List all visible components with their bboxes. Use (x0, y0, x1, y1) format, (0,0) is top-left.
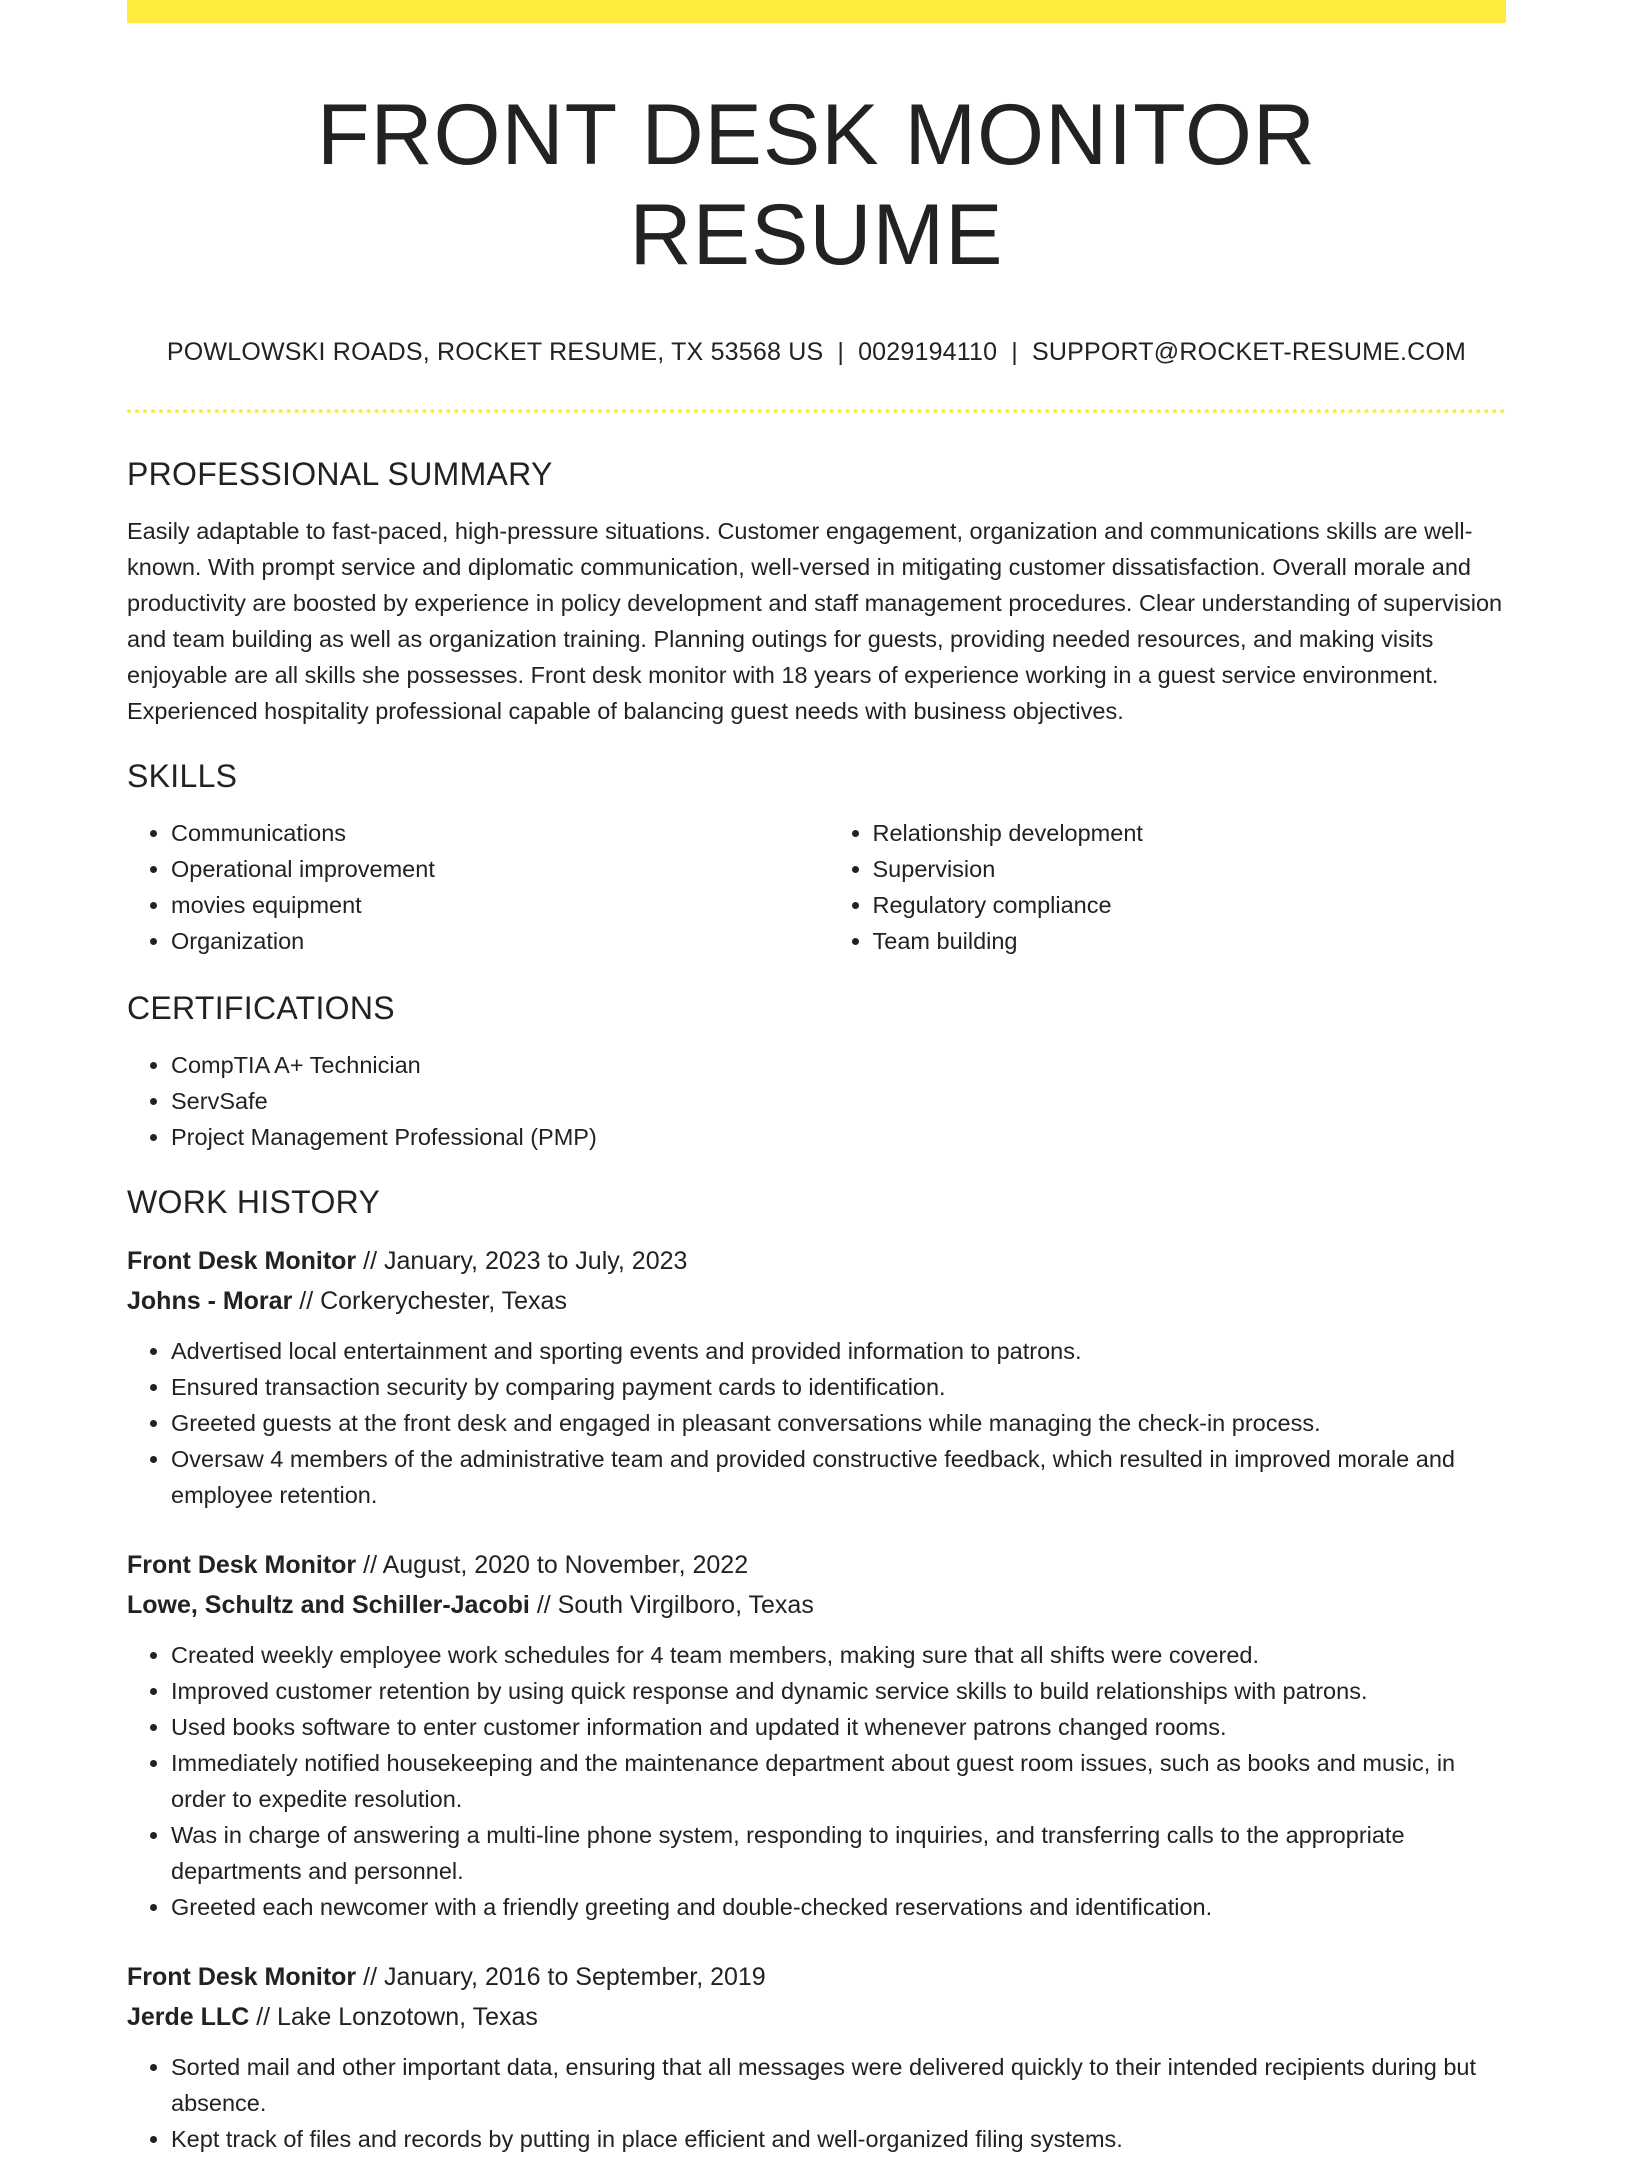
resume-page (127, 0, 1506, 2157)
job-bullet: • Kept track of files and records by putting in place efficient and well-organized filing systems. (171, 2121, 1506, 2157)
certification-item: • CompTIA A+ Technician (171, 1047, 1506, 1083)
job-bullets (127, 2049, 1506, 2157)
summary-text: Easily adaptable to fast-paced, high-pressure situations. Customer engagement, organization and communications skills are well-known. With prompt service and diplomatic communication, well-versed in mitigating customer dissatisfaction. Overall morale and productivity are boosted by experience in policy development and staff management procedures. Clear understanding of supervision and team building as well as organization training. Planning outings for guests, providing needed resources, and making visits enjoyable are all skills she possesses. Front desk monitor with 18 years of experience working in a guest service environment. Experienced hospitality professional capable of balancing guest needs with business objectives. (127, 518, 1503, 724)
certifications-heading: CERTIFICATIONS (127, 990, 395, 1026)
job-entry (127, 1957, 1506, 2157)
job-dates: // January, 2016 to September, 2019 (363, 1963, 766, 1991)
resume-title: FRONT DESK MONITOR RESUME (316, 87, 1317, 283)
job-bullet: • Improved customer retention by using quick response and dynamic service skills to build relationships with patrons. (171, 1673, 1506, 1709)
job-title: Front Desk Monitor (127, 1247, 357, 1275)
job-company: Johns - Morar (127, 1287, 293, 1315)
job-bullet: • Created weekly employee work schedules for 4 team members, making sure that all shifts were covered. (171, 1637, 1506, 1673)
skill-item: • Team building (873, 923, 1507, 959)
job-bullet: • Ensured transaction security by comparing payment cards to identification. (171, 1369, 1506, 1405)
contact-email[interactable]: SUPPORT@ROCKET-RESUME.COM (1031, 338, 1467, 366)
skills-right-list (817, 815, 1507, 959)
job-title: Front Desk Monitor (127, 1963, 357, 1991)
contact-address: POWLOWSKI ROADS, ROCKET RESUME, TX 53568 US (166, 338, 824, 366)
skills-heading: SKILLS (127, 758, 238, 794)
job-title: Front Desk Monitor (127, 1551, 357, 1579)
job-entry (127, 1241, 1506, 1513)
skill-item: • Organization (171, 923, 817, 959)
job-bullet: • Greeted guests at the front desk and engaged in pleasant conversations while managing the check-in process. (171, 1405, 1506, 1441)
job-bullets (127, 1637, 1506, 1925)
dotted-divider (127, 409, 1506, 413)
job-company-line (127, 1281, 1506, 1321)
skills-left-list (127, 815, 817, 959)
job-title-line (127, 1241, 1506, 1281)
skill-item: • Operational improvement (171, 851, 817, 887)
job-company-line (127, 1997, 1506, 2037)
contact-line (127, 337, 1506, 367)
job-bullet: • Sorted mail and other important data, ensuring that all messages were delivered quickly to their intended recipients during but absence. (171, 2049, 1506, 2121)
certification-item: • ServSafe (171, 1083, 1506, 1119)
job-company: Lowe, Schultz and Schiller-Jacobi (127, 1591, 530, 1619)
summary-heading: PROFESSIONAL SUMMARY (127, 456, 553, 492)
work-history-heading: WORK HISTORY (127, 1184, 381, 1220)
job-bullet: • Was in charge of answering a multi-line phone system, responding to inquiries, and transferring calls to the appropriate departments and personnel. (171, 1817, 1506, 1889)
job-entry (127, 1545, 1506, 1925)
job-dates: // January, 2023 to July, 2023 (363, 1247, 688, 1275)
job-title-line (127, 1545, 1506, 1585)
accent-top-bar (127, 0, 1506, 23)
contact-separator: | (1011, 338, 1018, 366)
job-company-line (127, 1585, 1506, 1625)
skills-grid (127, 815, 1506, 959)
contact-separator: | (837, 338, 845, 366)
certification-item: • Project Management Professional (PMP) (171, 1119, 1506, 1155)
job-bullet: • Greeted each newcomer with a friendly greeting and double-checked reservations and identification. (171, 1889, 1506, 1925)
job-bullet: • Oversaw 4 members of the administrative team and provided constructive feedback, which resulted in improved morale and employee retention. (171, 1441, 1506, 1513)
job-location: // Corkerychester, Texas (299, 1287, 567, 1315)
skill-item: • Communications (171, 815, 817, 851)
job-title-line (127, 1957, 1506, 1997)
skill-item: • movies equipment (171, 887, 817, 923)
job-bullet: • Used books software to enter customer information and updated it whenever patrons changed rooms. (171, 1709, 1506, 1745)
job-dates: // August, 2020 to November, 2022 (363, 1551, 749, 1579)
job-company: Jerde LLC (127, 2003, 250, 2031)
job-location: // Lake Lonzotown, Texas (256, 2003, 538, 2031)
job-bullet: • Immediately notified housekeeping and the maintenance department about guest room issues, such as books and music, in order to expedite resolution. (171, 1745, 1506, 1817)
skill-item: • Supervision (873, 851, 1507, 887)
skill-item: • Relationship development (873, 815, 1507, 851)
certifications-list (127, 1047, 1506, 1155)
skill-item: • Regulatory compliance (873, 887, 1507, 923)
job-bullet: • Advertised local entertainment and sporting events and provided information to patrons. (171, 1333, 1506, 1369)
job-location: // South Virgilboro, Texas (536, 1591, 814, 1619)
contact-phone: 0029194110 (858, 338, 998, 366)
job-bullets (127, 1333, 1506, 1513)
